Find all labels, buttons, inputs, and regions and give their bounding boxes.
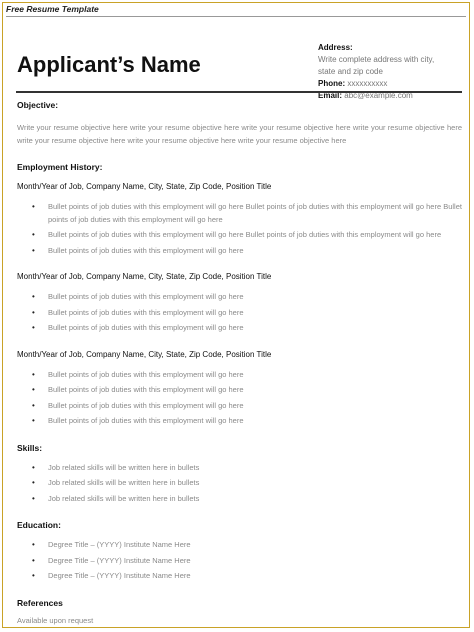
bullet-icon: •	[32, 230, 35, 239]
list-item: • Bullet points of job duties with this employment will go here	[17, 245, 462, 258]
address-value: Write complete address with city, state and zip code	[318, 55, 435, 76]
references-text: Available upon request	[17, 615, 94, 625]
email-value: abc@example.com	[344, 91, 413, 100]
list-item: • Degree Title – (YYYY) Institute Name Here	[17, 570, 462, 583]
objective-text: Write your resume objective here write your resume objective here write your resume objective here write your resume objective here write your resume objective here write your resume objective here write your resume objective here	[17, 123, 462, 145]
job-duties-list	[17, 201, 462, 257]
template-label: Free Resume Template	[6, 4, 99, 14]
bullet-icon: •	[32, 493, 35, 503]
job-title: Month/Year of Job, Company Name, City, State, Zip Code, Position Title	[17, 349, 272, 359]
email-label: Email:	[318, 91, 343, 100]
bullet-icon: •	[32, 202, 35, 211]
bullet-icon: •	[32, 462, 35, 472]
bullet-icon: •	[32, 369, 35, 379]
job-duties-list	[17, 291, 462, 335]
phone-value: xxxxxxxxxx	[347, 79, 388, 88]
header-divider	[6, 16, 466, 17]
bullet-icon: •	[32, 555, 35, 565]
resume-body	[17, 99, 462, 627]
bullet-icon: •	[32, 307, 35, 317]
address-label: Address:	[318, 43, 353, 52]
bullet-icon: •	[32, 416, 35, 425]
objective-heading: Objective:	[17, 100, 59, 110]
list-item: • Bullet points of job duties with this employment will go here	[17, 369, 462, 382]
list-item: • Degree Title – (YYYY) Institute Name Here	[17, 539, 462, 552]
education-heading: Education:	[17, 520, 61, 530]
address-line	[318, 42, 474, 78]
list-item: • Bullet points of job duties with this employment will go here	[17, 400, 462, 413]
employment-heading: Employment History:	[17, 162, 103, 172]
list-item: • Bullet points of job duties with this employment will go here Bullet points of job duties with this employment will go here	[17, 229, 462, 242]
bullet-icon: •	[32, 323, 35, 332]
list-item: • Bullet points of job duties with this employment will go here	[17, 415, 462, 428]
applicant-name: Applicant’s Name	[17, 52, 201, 77]
list-item: • Bullet points of job duties with this employment will go here	[17, 384, 462, 397]
job-title: Month/Year of Job, Company Name, City, State, Zip Code, Position Title	[17, 272, 272, 281]
job-duties-list	[17, 369, 462, 428]
references-heading: References	[17, 597, 63, 608]
phone-label: Phone:	[318, 79, 346, 88]
bullet-icon: •	[32, 385, 35, 394]
skills-heading: Skills:	[17, 442, 43, 453]
phone-line	[318, 78, 474, 90]
name-divider	[16, 91, 462, 93]
bullet-icon: •	[32, 292, 35, 301]
skills-list	[17, 462, 462, 506]
bullet-icon: •	[32, 400, 35, 410]
bullet-icon: •	[32, 478, 35, 487]
list-item: • Bullet points of job duties with this employment will go here	[17, 291, 462, 304]
list-item: • Bullet points of job duties with this employment will go here Bullet points of job duties with this employment will go here Bullet points of job duties with this employment will go here	[32, 202, 462, 224]
list-item: • Job related skills will be written here in bullets	[17, 477, 462, 490]
bullet-icon: •	[32, 245, 35, 255]
list-item: • Job related skills will be written here in bullets	[17, 493, 462, 506]
bullet-icon: •	[32, 571, 35, 580]
list-item: • Bullet points of job duties with this employment will go here	[17, 307, 462, 320]
list-item: • Degree Title – (YYYY) Institute Name Here	[17, 555, 462, 568]
list-item: • Job related skills will be written here in bullets	[17, 462, 462, 475]
bullet-icon: •	[32, 540, 35, 549]
contact-block	[318, 42, 474, 102]
education-list	[17, 539, 462, 583]
list-item: • Bullet points of job duties with this employment will go here	[17, 322, 462, 335]
job-title: Month/Year of Job, Company Name, City, State, Zip Code, Position Title	[17, 182, 272, 191]
